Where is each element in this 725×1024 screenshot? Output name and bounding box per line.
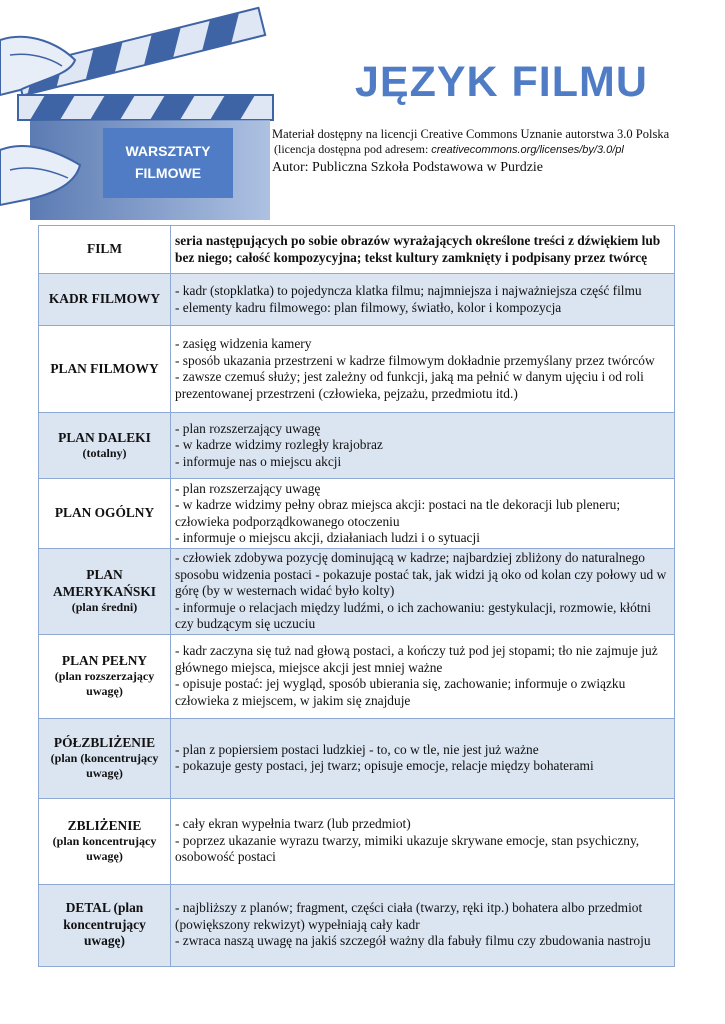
definition-line: seria następujących po sobie obrazów wyrażających określone treści z dźwiękiem lub bez niego; całość kompozycyjna; tekst kultury zamknięty i podpisany przez twórcę <box>175 233 661 265</box>
page-title: JĘZYK FILMU <box>355 58 648 106</box>
term-cell <box>39 479 171 549</box>
term-label: PLAN DALEKI <box>58 429 151 445</box>
term-cell <box>39 326 171 413</box>
definition-line: - kadr zaczyna się tuż nad głową postaci, a kończy tuż pod jej stopami; tło nie zajmuje już głównego miejsca, miejsce akcji jest mniej ważne <box>175 643 658 675</box>
table-row <box>39 798 675 884</box>
definition-cell <box>171 634 675 718</box>
term-label: KADR FILMOWY <box>48 291 161 307</box>
definition-line: - poprzez ukazanie wyrazu twarzy, mimiki ukazuje skrywane emocje, stan psychiczny, osobowość postaci <box>175 832 640 865</box>
definition-cell <box>171 549 675 635</box>
term-cell <box>39 413 171 479</box>
workshop-badge <box>103 128 233 198</box>
definition-cell <box>171 413 675 479</box>
table-row <box>39 326 675 413</box>
term-sublabel: (plan rozszerzający uwagę) <box>54 669 155 699</box>
definition-line: - plan rozszerzający uwagę <box>175 480 321 496</box>
definition-line: - opisuje postać: jej wygląd, sposób ubierania się, zachowanie; informuje o związku człowieka z miejscem, w jakim się znajduje <box>175 676 626 708</box>
table-row <box>39 226 675 274</box>
license-url: creativecommons.org/licenses/by/3.0/pl <box>431 144 624 156</box>
definition-line: - cały ekran wypełnia twarz (lub przedmiot) <box>175 816 411 832</box>
definition-cell <box>171 479 675 549</box>
table-row <box>39 413 675 479</box>
license-url-line <box>272 142 712 158</box>
term-cell <box>39 549 171 635</box>
definition-line: - sposób ukazania przestrzeni w kadrze filmowym dokładnie przemyślany przez twórców <box>175 352 655 368</box>
term-sublabel: (plan (koncentrujący uwagę) <box>50 751 159 781</box>
term-label: FILM <box>87 241 122 257</box>
table-row <box>39 634 675 718</box>
term-label: ZBLIŻENIE <box>67 817 142 833</box>
term-label: PLAN FILMOWY <box>50 360 159 376</box>
term-sublabel: (totalny) <box>82 446 127 461</box>
license-line: Materiał dostępny na licencji Creative Commons Uznanie autorstwa 3.0 Polska <box>272 127 670 141</box>
table-row <box>39 884 675 966</box>
term-cell <box>39 226 171 274</box>
definition-line: - kadr (stopklatka) to pojedyncza klatka filmu; najmniejsza i najważniejsza część filmu <box>175 283 642 298</box>
table-row <box>39 479 675 549</box>
term-label: DETAL (plan koncentrujący uwagę) <box>63 900 146 949</box>
author-line: Autor: Publiczna Szkoła Podstawowa w Purdzie <box>272 160 544 175</box>
term-label: PLAN OGÓLNY <box>54 505 155 521</box>
badge-line-2: FILMOWE <box>134 165 202 181</box>
definition-line: - informuje o miejscu akcji, działaniach ludzi i o sytuacji <box>175 530 480 545</box>
definition-line: - informuje o relacjach między ludźmi, o ich zachowaniu: gestykulacji, rozmowie, kłótni czy budzącym się uczuciu <box>175 599 651 631</box>
definition-cell <box>171 798 675 884</box>
term-sublabel: (plan koncentrujący uwagę) <box>52 834 157 864</box>
definition-cell <box>171 326 675 413</box>
definition-line: - plan z popiersiem postaci ludzkiej - to, co w tle, nie jest już ważne <box>175 741 539 757</box>
definition-cell <box>171 884 675 966</box>
film-terms-table <box>38 225 675 967</box>
term-cell <box>39 274 171 326</box>
definition-line: - człowiek zdobywa pozycję dominującą w kadrze; najbardziej zbliżony do naturalnego sposobu widzenia postaci - pokazuje postać tak, jak widzi ją oko od kolan czy połowy ud w górę (by w westernach widać było kolty) <box>175 550 667 598</box>
definition-line: - w kadrze widzimy rozległy krajobraz <box>175 437 383 453</box>
badge-line-1: WARSZTATY <box>125 143 211 159</box>
definition-line: - informuje nas o miejscu akcji <box>175 453 342 469</box>
license-block <box>272 127 712 177</box>
definition-cell <box>171 274 675 326</box>
table-row <box>39 549 675 635</box>
license-url-prefix: (licencja dostępna pod adresem: <box>274 142 432 156</box>
term-cell <box>39 798 171 884</box>
term-label: PÓŁZBLIŻENIE <box>53 734 156 750</box>
definition-line: - zwraca naszą uwagę na jakiś szczegół ważny dla fabuły filmu czy zbudowania nastroju <box>175 933 651 949</box>
table-row <box>39 718 675 798</box>
term-cell <box>39 884 171 966</box>
page-header <box>0 0 725 225</box>
definition-line: - zasięg widzenia kamery <box>175 336 312 351</box>
definition-cell <box>171 718 675 798</box>
table-row <box>39 274 675 326</box>
term-sublabel: (plan średni) <box>71 600 138 615</box>
definition-line: - zawsze czemuś służy; jest zależny od funkcji, jaką ma pełnić w danym ujęciu i od roli prezentowanej przestrzeni (człowieka, pejzażu, przedmiotu itd.) <box>175 369 644 401</box>
definition-cell <box>171 226 675 274</box>
term-cell <box>39 634 171 718</box>
definition-line: - pokazuje gesty postaci, jej twarz; opisuje emocje, relacje między bohaterami <box>175 758 594 773</box>
term-label: PLAN AMERYKAŃSKI <box>53 567 156 599</box>
definition-line: - elementy kadru filmowego: plan filmowy, światło, kolor i kompozycja <box>175 299 562 315</box>
definition-line: - plan rozszerzający uwagę <box>175 420 321 436</box>
term-cell <box>39 718 171 798</box>
definition-line: - w kadrze widzimy pełny obraz miejsca akcji: postaci na tle dekoracji lub pleneru; człowieka podporządkowanego otoczeniu <box>175 497 621 529</box>
term-label: PLAN PEŁNY <box>61 652 148 668</box>
definition-line: - najbliższy z planów; fragment, części ciała (twarzy, ręki itp.) bohatera albo przedmiot (powiększony rekwizyt) wypełniają cały kadr <box>175 900 643 932</box>
